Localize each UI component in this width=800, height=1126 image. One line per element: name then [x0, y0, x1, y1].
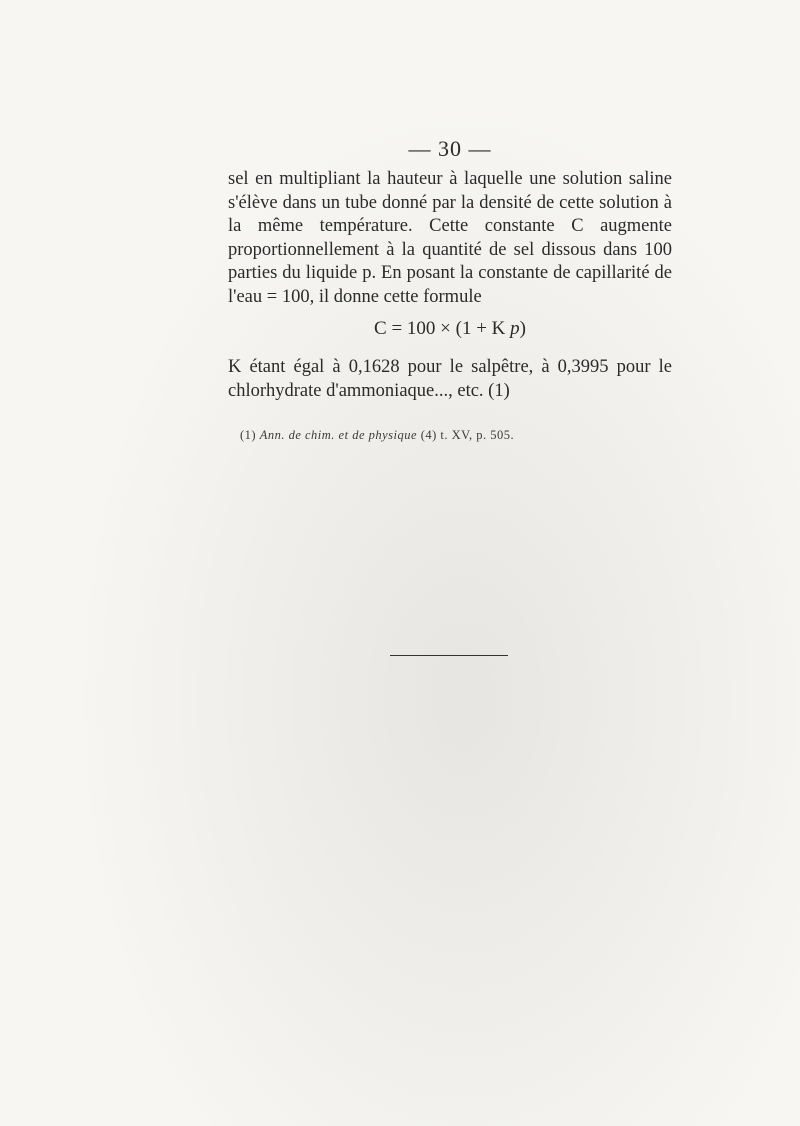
- footnote-rest: (4) t. XV, p. 505.: [420, 428, 515, 442]
- paragraph-2-text: K étant égal à 0,1628 pour le salpêtre, à 0,3995 pour le chlorhydrate d'ammoniaque..., etc. (1): [228, 357, 672, 401]
- paragraph-1: [228, 168, 672, 309]
- formula-variable: p: [510, 318, 520, 339]
- footnote-mark: (1): [240, 428, 257, 442]
- footnote: [240, 428, 514, 443]
- formula-close: ): [519, 318, 526, 339]
- end-rule-divider: [390, 655, 508, 656]
- formula-main: C = 100 × (1 + K: [374, 318, 511, 339]
- footnote-source: Ann. de chim. et de physique: [259, 428, 418, 442]
- paragraph-1-text: sel en multipliant la hauteur à laquelle une solution saline s'élève dans un tube donné par la densité de cette solution à la même température. Cette constante C augmente proportionnellement à la quantité de sel dissous dans 100 parties du liquide p. En posant la constante de capillarité de l'eau = 100, il donne cette formule: [228, 169, 672, 307]
- formula: [228, 318, 672, 340]
- page-number: — 30 —: [408, 136, 492, 161]
- paragraph-2: [228, 356, 672, 403]
